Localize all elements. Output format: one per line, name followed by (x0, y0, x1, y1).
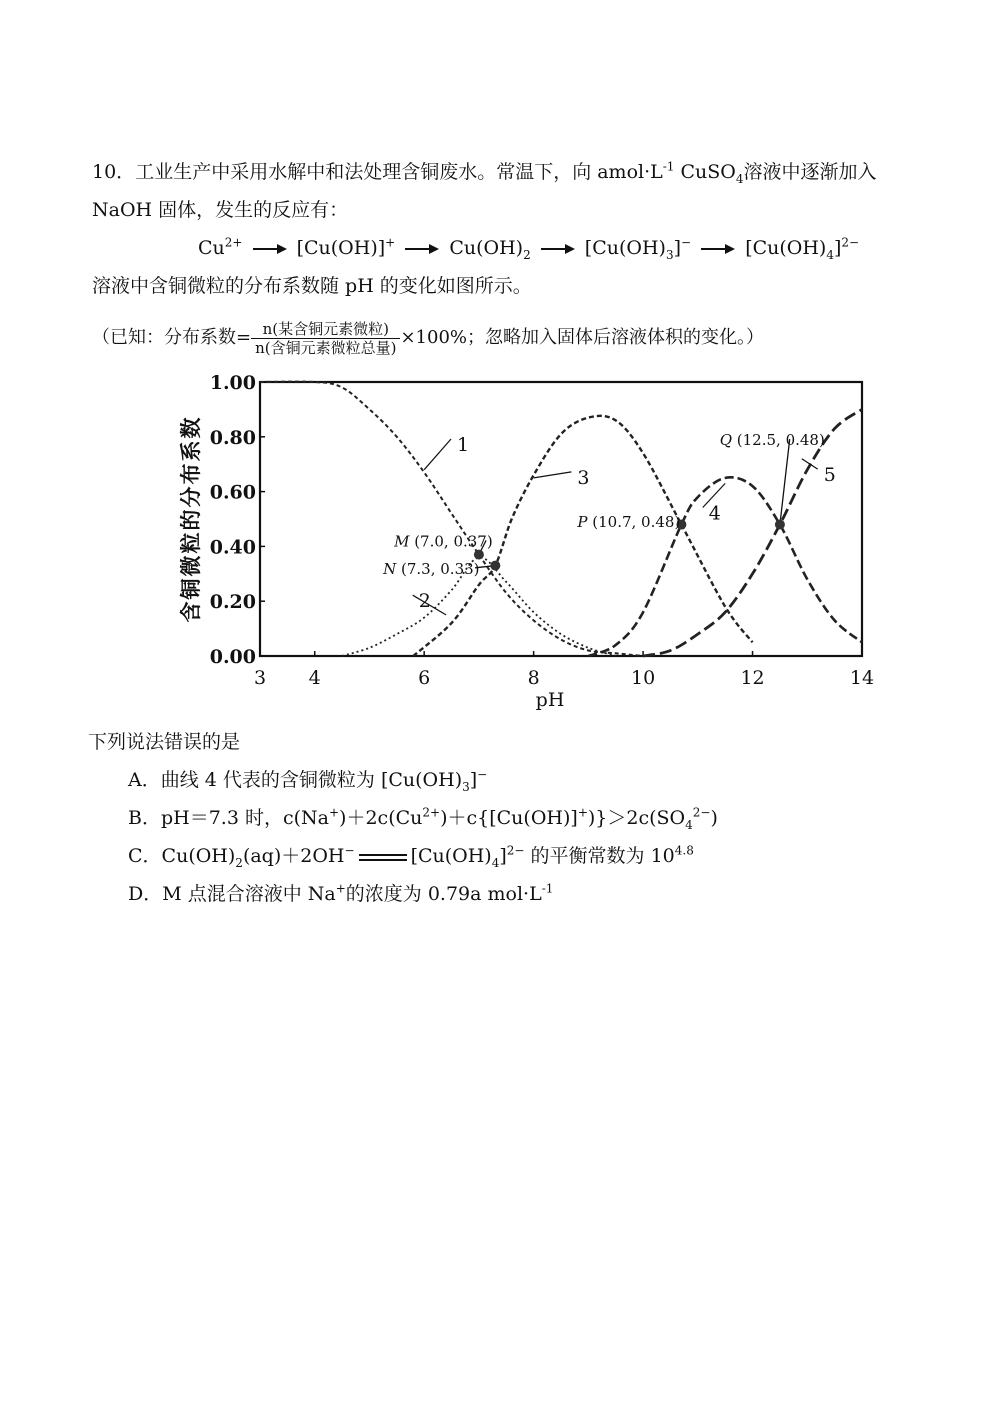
species-cuoh: [Cu(OH)] (296, 237, 386, 259)
option-c-t2: (aq)＋2OH (242, 845, 345, 867)
point-N-label: N (7.3, 0.33) (383, 559, 480, 578)
option-b-t4: )＋c{[Cu(OH)] (440, 807, 578, 829)
option-d-t2: 的浓度为 0.79a mol·L (345, 883, 542, 905)
intro-end: 溶液中逐渐加入 (743, 161, 877, 183)
intro-sup: -1 (662, 159, 675, 174)
option-b-t4sup: + (577, 805, 588, 820)
intro-species: CuSO (674, 161, 736, 183)
option-d[interactable] (128, 882, 553, 906)
known-suffix: ；忽略加入固体后溶液体积的变化。） (467, 327, 765, 348)
curve-1-leader (424, 439, 451, 470)
question-line-3: 溶液中含铜微粒的分布系数随 pH 的变化如图所示。 (92, 275, 532, 297)
option-b[interactable] (128, 806, 718, 830)
distribution-chart (150, 360, 880, 710)
y-tick-label: 0.80 (209, 426, 256, 449)
x-tick-label: 4 (308, 667, 321, 689)
species-cuoh4: [Cu(OH) (745, 237, 827, 259)
y-tick-label: 0.20 (209, 591, 256, 614)
option-c-t1: Cu(OH) (161, 845, 236, 867)
x-tick-label: 3 (253, 667, 267, 689)
y-tick-label: 0.60 (209, 481, 256, 504)
option-b-t2sup: + (328, 805, 340, 820)
option-c-t5sup: 4.8 (674, 843, 694, 858)
option-a-sub: 3 (462, 779, 470, 794)
y-axis-label: 含铜微粒的分布系数 (178, 415, 203, 623)
option-c-t3: [Cu(OH) (410, 845, 492, 867)
option-a-text: 曲线 4 代表的含铜微粒为 [Cu(OH) (160, 769, 463, 791)
species-cuoh3-sub: 3 (665, 247, 674, 262)
arrow-icon (253, 244, 287, 254)
species-cuoh3-sup: − (681, 235, 692, 250)
point-M-label: M (7.0, 0.37) (394, 532, 493, 551)
plot-frame (260, 382, 862, 656)
series-4-line (588, 477, 862, 656)
species-cuoh4-end: ] (834, 237, 842, 259)
point-P-label: P (10.7, 0.48) (577, 513, 681, 532)
question-intro: 工业生产中采用水解中和法处理含铜废水。常温下，向 amol·L (135, 161, 663, 183)
option-b-t5sup: 2− (692, 805, 711, 820)
point-Q-label: Q (12.5, 0.48) (719, 431, 825, 450)
arrow-icon (541, 244, 575, 254)
option-b-t3sup: 2+ (422, 805, 441, 820)
curve-4-label: 4 (708, 502, 721, 525)
species-cu2-sup: 2+ (224, 235, 243, 250)
reaction-chain (198, 236, 859, 260)
point-Q-marker (775, 519, 785, 529)
species-cuoh3-end: ] (673, 237, 682, 259)
option-d-t1sup: + (335, 881, 346, 896)
distribution-fraction (251, 320, 400, 357)
option-a-end: ] (469, 769, 478, 791)
intro-species-sub: 4 (735, 171, 744, 186)
option-c[interactable] (128, 844, 694, 868)
option-a-sup: − (477, 767, 488, 782)
option-b-t6: ) (710, 807, 718, 829)
option-d-t2sup: -1 (541, 881, 554, 896)
species-cuoh4-sup: 2− (841, 235, 860, 250)
option-c-t4sup: 2− (506, 843, 525, 858)
known-mid: ×100% (400, 327, 468, 348)
option-c-t4: ] (499, 845, 507, 867)
option-c-t1sub: 2 (235, 855, 243, 870)
option-b-t2: c(Na (282, 807, 329, 829)
point-N-marker (490, 561, 500, 571)
question-line-2: NaOH 固体，发生的反应有： (92, 199, 349, 221)
y-tick-label: 0.40 (209, 536, 256, 559)
x-tick-label: 14 (849, 667, 875, 689)
option-d-label: D． (128, 883, 163, 905)
question-prompt: 下列说法错误的是 (88, 731, 241, 753)
option-b-t3: )＋2c(Cu (339, 807, 423, 829)
option-c-t2sup: − (344, 843, 355, 858)
x-tick-label: 10 (630, 667, 656, 689)
option-b-t5sub: 4 (685, 817, 693, 832)
x-axis-label: pH (535, 689, 565, 710)
option-c-label: C． (128, 845, 162, 867)
curve-1-label: 1 (457, 434, 470, 457)
curve-3-label: 3 (577, 466, 590, 489)
species-cuoh3: [Cu(OH) (584, 237, 666, 259)
known-prefix: （已知：分布系数= (92, 327, 252, 348)
curve-3-leader (534, 472, 572, 478)
species-cuoh2-sub: 2 (523, 247, 531, 262)
question-line-1 (92, 160, 877, 184)
option-b-t5: )}＞2c(SO (587, 807, 686, 829)
equilibrium-arrow-icon (359, 851, 407, 863)
option-a[interactable] (128, 768, 487, 792)
species-cuoh-sup: + (385, 235, 396, 250)
fraction-denominator: n(含铜元素微粒总量) (255, 338, 397, 357)
option-d-t1: M 点混合溶液中 Na (162, 883, 336, 905)
question-number: 10． (92, 161, 136, 183)
arrow-icon (405, 244, 439, 254)
known-formula (92, 314, 764, 362)
species-cu2: Cu (198, 237, 225, 259)
species-cuoh2: Cu(OH) (449, 237, 524, 259)
option-b-t1: pH＝7.3 时， (160, 807, 283, 829)
x-tick-label: 12 (740, 667, 765, 689)
curve-2-label: 2 (418, 590, 431, 613)
x-tick-label: 6 (418, 667, 431, 689)
curve-5-label: 5 (823, 464, 836, 487)
option-c-t5: 的平衡常数为 10 (524, 845, 675, 867)
species-cuoh4-sub: 4 (826, 247, 834, 262)
fraction-numerator: n(某含铜元素微粒) (251, 320, 400, 339)
y-tick-label: 0.00 (209, 646, 256, 668)
option-a-label: A． (128, 769, 161, 791)
x-tick-label: 8 (527, 667, 540, 689)
point-M-marker (474, 550, 484, 560)
option-c-t3sub: 4 (491, 855, 500, 870)
option-b-label: B． (128, 807, 161, 829)
y-tick-label: 1.00 (209, 372, 256, 394)
arrow-icon (701, 244, 735, 254)
